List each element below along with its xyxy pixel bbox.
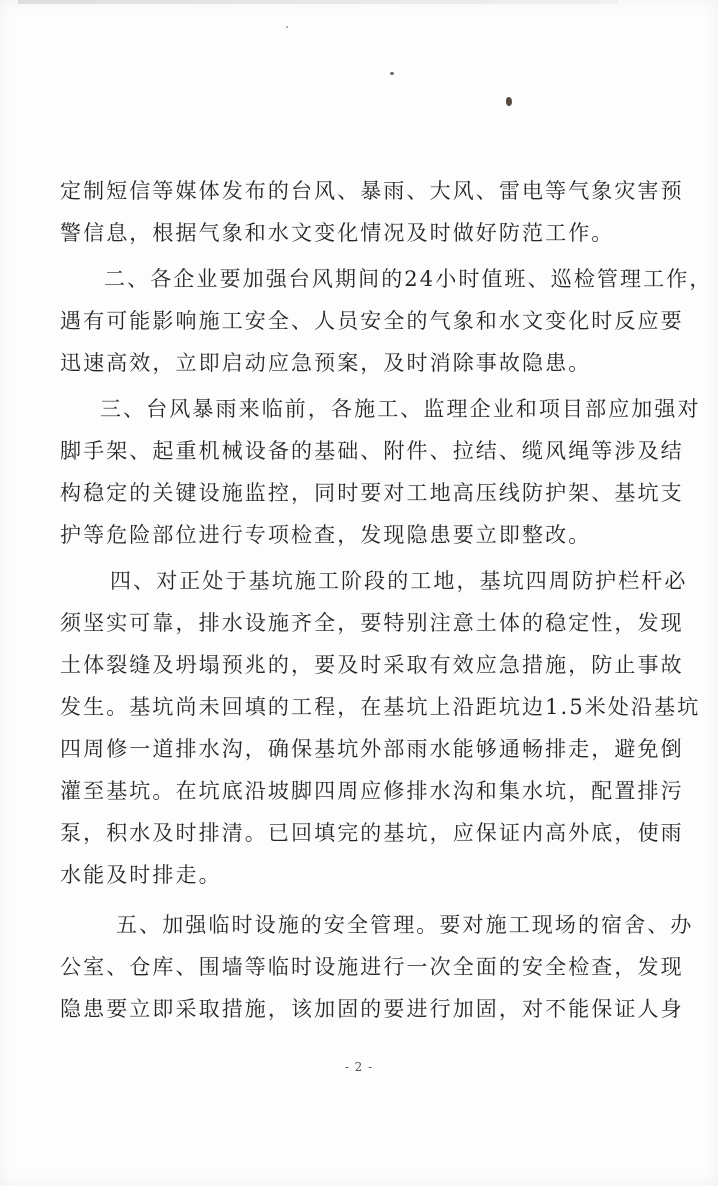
text-line: 四周修一道排水沟，确保基坑外部雨水能够通畅排走，避免倒 xyxy=(60,737,684,761)
text-line: 泵，积水及时排清。已回填完的基坑，应保证内高外底，使雨 xyxy=(60,821,684,845)
text-line: 警信息，根据气象和水文变化情况及时做好防范工作。 xyxy=(60,221,615,245)
text-line: 土体裂缝及坍塌预兆的，要及时采取有效应急措施，防止事故 xyxy=(60,653,684,677)
scan-top-edge xyxy=(18,0,618,4)
scan-speck xyxy=(286,26,288,28)
scan-speck xyxy=(390,72,394,75)
body-text xyxy=(60,170,713,1030)
paragraph-4-start: 四、对正处于基坑施工阶段的工地，基坑四周防护栏杆必 xyxy=(110,569,688,593)
scan-speck xyxy=(506,97,512,106)
text-line: 水能及时排走。 xyxy=(60,863,222,887)
text-line: 迅速高效，立即启动应急预案，及时消除事故隐患。 xyxy=(60,351,592,375)
page-number: - 2 - xyxy=(344,1060,374,1074)
paragraph-3-start: 三、台风暴雨来临前，各施工、监理企业和项目部应加强对 xyxy=(100,397,701,421)
text-line: 须坚实可靠，排水设施齐全，要特别注意土体的稳定性，发现 xyxy=(60,611,684,635)
text-line: 脚手架、起重机械设备的基础、附件、拉结、缆风绳等涉及结 xyxy=(60,439,684,463)
paragraph-5-start: 五、加强临时设施的安全管理。要对施工现场的宿舍、办 xyxy=(116,913,694,937)
paragraph-2-start: 二、各企业要加强台风期间的24小时值班、巡检管理工作， xyxy=(104,267,713,291)
text-line: 定制短信等媒体发布的台风、暴雨、大风、雷电等气象灾害预 xyxy=(60,179,684,203)
text-line: 构稳定的关键设施监控，同时要对工地高压线防护架、基坑支 xyxy=(60,481,684,505)
text-line: 发生。基坑尚未回填的工程，在基坑上沿距坑边1.5米处沿基坑 xyxy=(60,695,701,719)
text-line: 隐患要立即采取措施，该加固的要进行加固，对不能保证人身 xyxy=(60,997,684,1021)
text-line: 公室、仓库、围墙等临时设施进行一次全面的安全检查，发现 xyxy=(60,955,684,979)
text-line: 遇有可能影响施工安全、人员安全的气象和水文变化时反应要 xyxy=(60,309,684,333)
text-line: 灌至基坑。在坑底沿坡脚四周应修排水沟和集水坑，配置排污 xyxy=(60,779,684,803)
text-line: 护等危险部位进行专项检查，发现隐患要立即整改。 xyxy=(60,523,592,547)
